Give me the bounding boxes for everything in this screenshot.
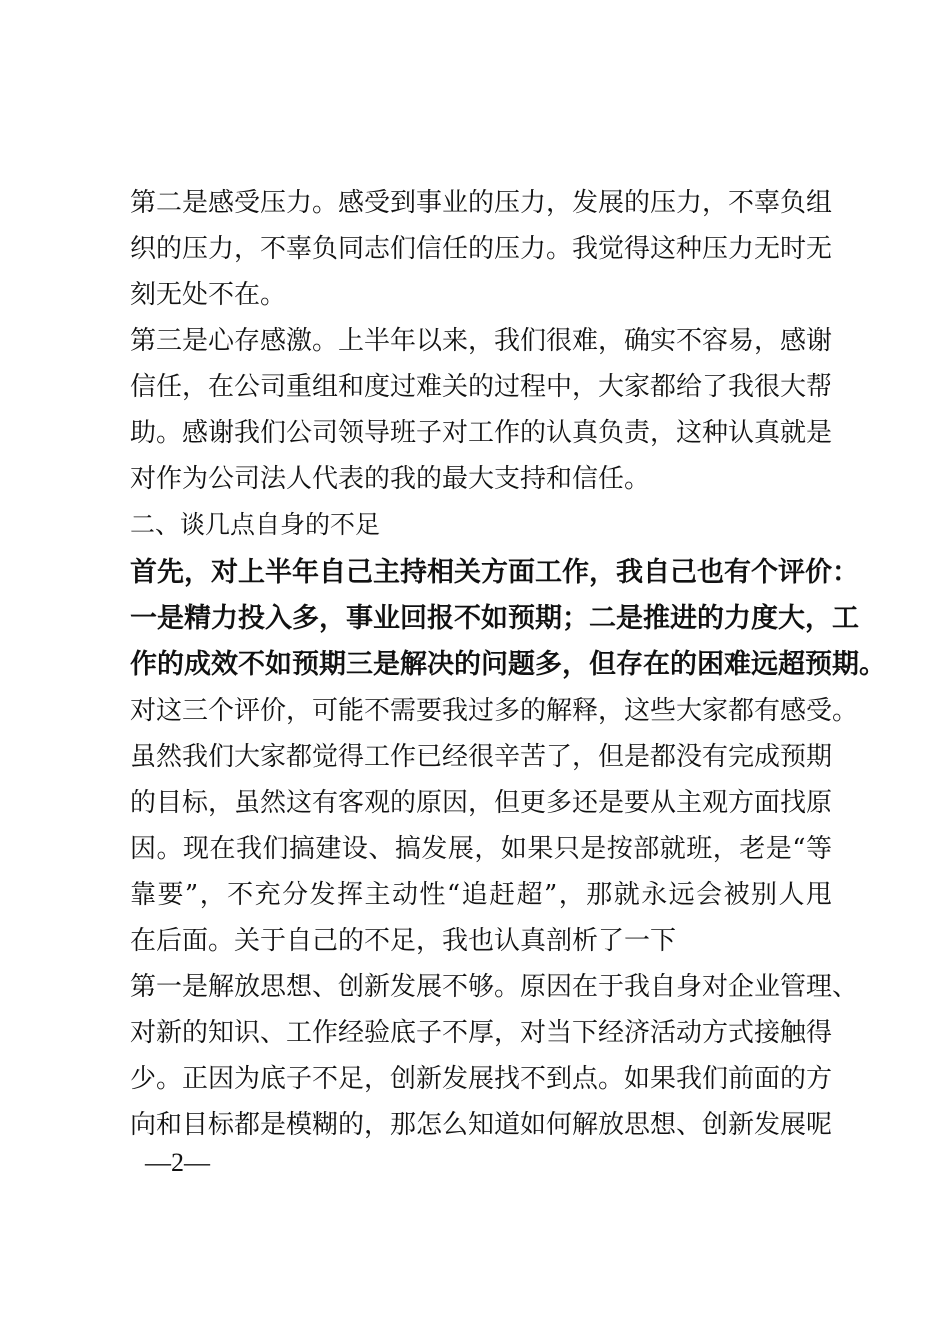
text-line: 对新的知识、工作经验底子不厚，对当下经济活动方式接触得 bbox=[130, 1018, 833, 1048]
text-line: 对作为公司法人代表的我的最大支持和信任。 bbox=[130, 464, 651, 494]
text-line: 第一是解放思想、创新发展不够。原因在于我自身对企业管理、 bbox=[130, 972, 859, 1002]
text-line: 作的成效不如预期三是解决的问题多，但存在的困难远超预期。 bbox=[130, 649, 886, 680]
paragraph-self-evaluation bbox=[130, 550, 886, 688]
text-line: 助。感谢我们公司领导班子对工作的认真负责，这种认真就是 bbox=[130, 418, 833, 448]
text-line: 一是精力投入多，事业回报不如预期；二是推进的力度大，工 bbox=[130, 603, 859, 634]
paragraph-pressure bbox=[130, 180, 832, 318]
text-line: 靠要”，不充分发挥主动性“追赶超”，那就永远会被别人甩 bbox=[130, 880, 832, 910]
text-line: 向和目标都是模糊的，那怎么知道如何解放思想、创新发展呢 bbox=[130, 1110, 833, 1140]
text-line: 织的压力，不辜负同志们信任的压力。我觉得这种压力无时无 bbox=[130, 234, 833, 264]
text-line: 首先，对上半年自己主持相关方面工作，我自己也有个评价： bbox=[130, 557, 859, 588]
paragraph-explanation bbox=[130, 688, 859, 964]
text-line: 对这三个评价，可能不需要我过多的解释，这些大家都有感受。 bbox=[130, 696, 859, 726]
section-heading bbox=[130, 502, 832, 548]
text-line: 刻无处不在。 bbox=[130, 280, 287, 310]
document-body bbox=[130, 180, 886, 1148]
text-line: 第二是感受压力。感受到事业的压力，发展的压力，不辜负组 bbox=[130, 188, 833, 218]
paragraph-gratitude bbox=[130, 318, 832, 502]
text-line: 信任，在公司重组和度过难关的过程中，大家都给了我很大帮 bbox=[130, 372, 833, 402]
text-line: 的目标，虽然这有客观的原因，但更多还是要从主观方面找原 bbox=[130, 788, 833, 818]
heading-text: 二、谈几点自身的不足 bbox=[130, 510, 381, 539]
text-line: 虽然我们大家都觉得工作已经很辛苦了，但是都没有完成预期 bbox=[130, 742, 833, 772]
text-line: 在后面。关于自己的不足，我也认真剖析了一下 bbox=[130, 926, 677, 956]
paragraph-first-shortcoming bbox=[130, 964, 859, 1148]
text-line: 因。现在我们搞建设、搞发展，如果只是按部就班，老是“等 bbox=[130, 834, 832, 864]
text-line: 少。正因为底子不足，创新发展找不到点。如果我们前面的方 bbox=[130, 1064, 833, 1094]
page-number: —2— bbox=[145, 1148, 210, 1177]
text-line: 第三是心存感激。上半年以来，我们很难，确实不容易，感谢 bbox=[130, 326, 833, 356]
